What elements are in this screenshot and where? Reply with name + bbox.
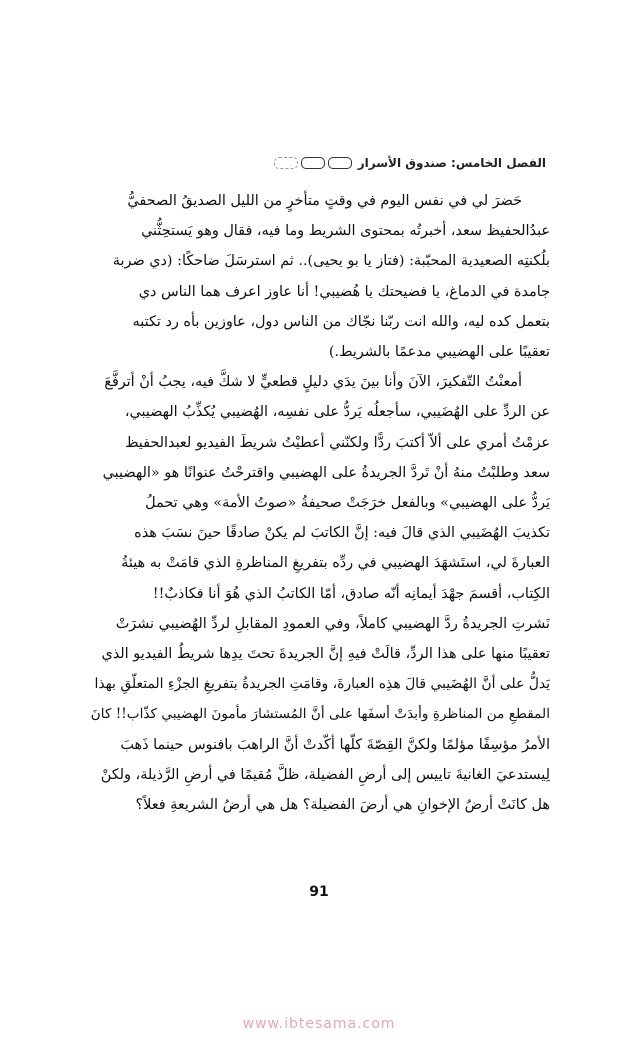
text-line: المقطعِ من المناظرةِ وأبدَتْ أسفَها على أنَّ المُستشارَ مأمونَ الهضيبي كذّاب!! كانَ	[90, 706, 550, 723]
text-line: عن الردِّ على الهُضَيبي، سأجعلُه يَردُّ على نفسِه، الهُضيبي يُكذِّبُ الهضيبي،	[124, 404, 550, 421]
text-line: تكذيبَ الهُضَيبي الذي قالَ فيه: إنَّ الكاتبَ لم يكنْ صادقًا حينَ نسَبَ هذه	[134, 525, 550, 542]
text-line: بلُكنتِه الصعيدية المحبّبة: (فتاز يا بو يحيى).. ثم استرسَلَ ضاحكًا: (دي ضربة	[112, 253, 550, 270]
text-line: يَدلُّ على أنَّ الهُضَيبي قالَ هذِه العبارةَ، وقامَتِ الجريدةُ بتفريغِ الجزْءِ المتعلّقِ بهذا	[94, 676, 550, 693]
watermark-url[interactable]: www.ibtesama.com	[242, 1016, 396, 1032]
ornament-box	[328, 157, 352, 169]
paragraph-1	[88, 186, 550, 367]
paragraph-2	[88, 367, 550, 820]
text-line: نَشرتِ الجريدةُ ردَّ الهضيبي كاملاً، وفي العمودِ المقابلِ لردِّ الهُضيبي نشرَتْ	[115, 615, 550, 632]
text-line: الأمرُ مؤسِفًا مؤلمًا ولكنَّ القِصّةَ كلّها أكّدتْ أنَّ الراهبَ بافنوس حينما ذَهبَ	[120, 736, 550, 753]
body-text	[88, 186, 550, 820]
text-line: عبدُالحفيظ سعد، أخبرتُه بمحتوى الشريط وما فيه، فقال وهو يَستحِثُّني	[141, 223, 550, 240]
text-line: جامدة في الدماغ، يا فضيحتك يا هُضيبي! أنا عاوز اعرف هما الناس دي	[138, 283, 550, 300]
running-header	[96, 152, 546, 174]
ornament-box	[274, 157, 298, 169]
chapter-title: الفصل الخامس: صندوق الأسرار	[357, 156, 546, 170]
page-number: 91	[309, 884, 329, 900]
text-line: بتعمل كده ليه، والله انت ربّنا نجّاك من الناس دول، عاوزين بأه رد تكتبه	[132, 313, 550, 330]
text-line: يَردُّ على الهضيبي» وبالفعل خرَجَتْ صحيفةُ «صوتُ الأمة» وهي تحملُ	[145, 495, 550, 512]
header-ornament	[274, 157, 352, 169]
text-line: الكِتاب، أقسمَ جهْدَ أيمانِه أنّه صادق، أمّا الكاتبُ الذي هُوَ أنا فكاذبٌ!!	[152, 585, 550, 602]
text-line: تعقيبًا منها على هذا الردِّ، قالَتْ فيهِ إنَّ الجريدةَ تحتَ يدِها شريطُ الفيديو الذي	[101, 646, 550, 663]
text-line: عزمْتُ أمري على ألاّ أكتبَ ردًّا ولكنّني أعطيْتُ شريطَ الفيديو لعبدالحفيظ	[125, 434, 550, 451]
text-line: تعقيبًا على الهضيبي مدعمًا بالشريط.)	[328, 344, 550, 361]
text-line: حَضرَ لي في نفس اليوم في وقتٍ متأخرٍ من الليل الصديقُ الصحفيُّ	[127, 193, 522, 209]
ornament-box	[301, 157, 325, 169]
text-line: لِيستدعيَ الغانيةَ تاييس إلى أرضِ الفضيلة، ظلَّ مُقيمًا في أرضِ الرَّذيلة، ولكنْ	[100, 766, 550, 783]
text-line: العبارةَ لي، استَشهَدَ الهضيبي في ردِّه بتفريغِ المناظرةِ الذي قامَتْ به هيئةُ	[121, 555, 550, 572]
text-line: أمعنْتُ التّفكيرَ، الآنَ وأنا بينَ يدَي دليلٍ قطعيٍّ لا شكَّ فيه، يجبُ أنْ أترفَّعَ	[104, 374, 522, 391]
text-line: هل كانَتْ أرضُ الإخوانِ هي أرضَ الفضيلة؟ هل هي أرضُ الشريعةِ فعلاً؟	[135, 797, 550, 814]
text-line: سعد وطلبْتُ منهُ أنْ تَردَّ الجريدةُ على الهضيبي واقترحْتُ عنوانًا هو «الهضيبي	[102, 464, 550, 481]
